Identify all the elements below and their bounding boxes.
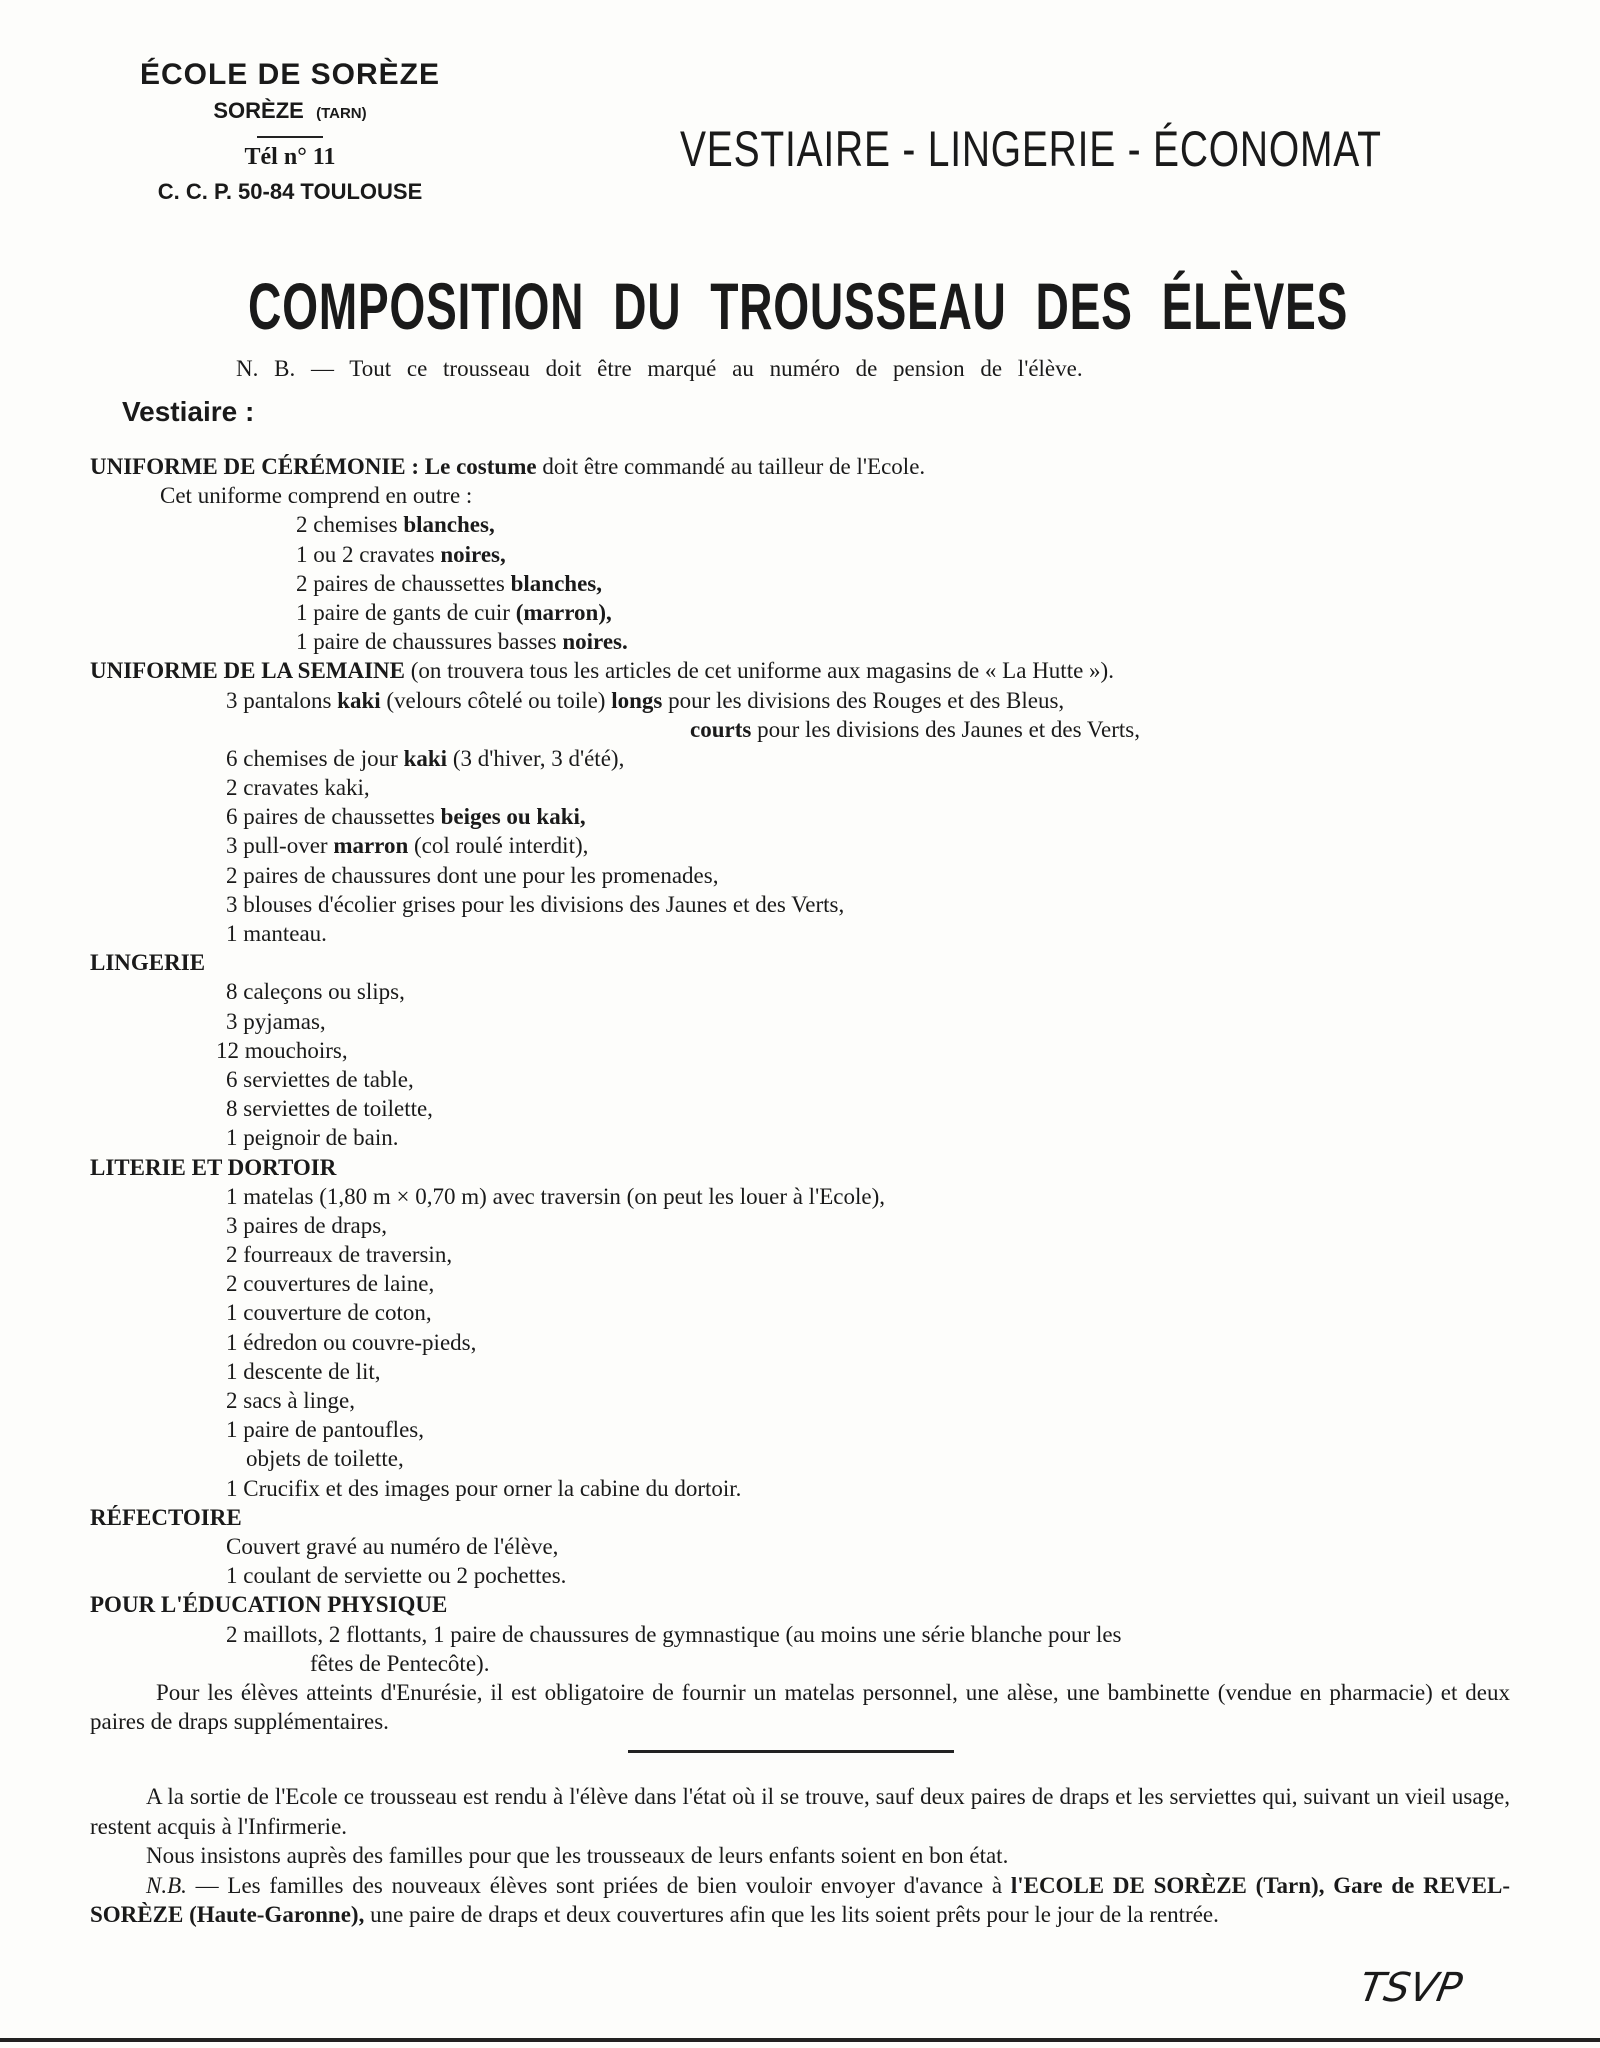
item-text: (col roulé interdit), — [414, 833, 589, 859]
section-lingerie: LINGERIE — [90, 950, 206, 976]
item-text: 1 ou 2 cravates — [296, 541, 435, 567]
section-ceremonie — [90, 452, 1510, 481]
list-item: 2 paires de chaussures dont une pour les promenades, — [226, 862, 719, 888]
item-text: 3 pull-over — [226, 833, 328, 859]
header-rule — [257, 136, 323, 138]
list-item — [90, 802, 1510, 831]
footer-notes — [90, 1782, 1510, 1930]
list-item: 3 pyjamas, — [226, 1008, 326, 1034]
region: (TARN) — [316, 105, 367, 122]
list-item: 12 mouchoirs, — [216, 1037, 348, 1063]
item-text: 3 pantalons — [226, 687, 332, 713]
list-item — [90, 627, 1510, 656]
list-item: 3 blouses d'écolier grises pour les divisions des Jaunes et des Verts, — [226, 891, 845, 917]
item-bold: blanches, — [510, 570, 602, 596]
list-item — [90, 744, 1510, 773]
item-bold: noires. — [562, 629, 628, 655]
marking-note: N. B. — Tout ce trousseau doit être marqué au numéro de pension de l'élève. — [236, 356, 1083, 381]
section-refectoire: RÉFECTOIRE — [90, 1504, 242, 1530]
list-item: 2 cravates kaki, — [226, 775, 370, 801]
list-item: 3 paires de draps, — [226, 1212, 387, 1238]
return-note: A la sortie de l'Ecole ce trousseau est rendu à l'élève dans l'état où il se trouve, sauf deux paires de draps et les serviettes qui, suivant un vieil usage, restent acquis à l'Infirmerie. — [90, 1784, 1510, 1839]
section-heading: UNIFORME DE CÉRÉMONIE : — [90, 454, 420, 479]
list-item — [90, 569, 1510, 598]
item-bold: blanches, — [403, 512, 495, 538]
enuresie-paragraph: Pour les élèves atteints d'Enurésie, il est obligatoire de fournir un matelas personnel, une alèse, une bambinette (vendue en pharmacie) et deux paires de draps supplémentaires. — [90, 1679, 1510, 1735]
list-item: 1 édredon ou couvre-pieds, — [226, 1329, 477, 1355]
item-bold: marron — [333, 833, 409, 859]
department-heading: VESTIAIRE - LINGERIE - ÉCONOMAT — [680, 121, 1382, 177]
item-text: 2 paires de chaussettes — [296, 570, 505, 596]
town-name: SORÈZE — [213, 98, 304, 123]
item-bold: courts — [690, 716, 752, 742]
trousseau-list — [90, 452, 1510, 1736]
list-item: 1 peignoir de bain. — [226, 1125, 399, 1151]
section-heading: UNIFORME DE LA SEMAINE — [90, 658, 406, 684]
section-divider — [628, 1750, 954, 1753]
item-bold: beiges ou kaki, — [440, 804, 586, 830]
section-literie: LITERIE ET DORTOIR — [90, 1154, 337, 1180]
telephone: Tél n° 11 — [244, 144, 336, 170]
list-item: 2 fourreaux de traversin, — [226, 1242, 453, 1268]
item-text: 1 paire de chaussures basses — [296, 629, 557, 655]
item-text: pour les divisions des Rouges et des Bleus, — [668, 687, 1065, 713]
list-item: 2 sacs à linge, — [226, 1388, 356, 1413]
list-item — [90, 715, 1510, 744]
item-text: 6 chemises de jour — [226, 745, 398, 771]
item-text: 2 chemises — [296, 512, 398, 538]
vestiaire-heading: Vestiaire : — [122, 396, 255, 427]
intro-text: (on trouvera tous les articles de cet uniforme aux magasins de « La Hutte »). — [410, 658, 1114, 684]
list-item — [90, 510, 1510, 539]
list-item: 1 descente de lit, — [226, 1358, 381, 1384]
handwritten-note: TSVP — [1355, 1965, 1466, 2011]
section-education-physique: POUR L'ÉDUCATION PHYSIQUE — [90, 1592, 448, 1618]
list-item: 2 couvertures de laine, — [226, 1271, 435, 1297]
item-text: 6 paires de chaussettes — [226, 804, 435, 830]
list-item: 2 maillots, 2 flottants, 1 paire de chaussures de gymnastique (au moins une série blanche pour les — [226, 1621, 1122, 1647]
note-address: l'ECOLE DE SORÈZE (Tarn), Gare de REVEL-SORÈZE (Haute-Garonne), — [90, 1872, 1511, 1927]
item-text: pour les divisions des Jaunes et des Verts, — [757, 716, 1140, 742]
item-bold: noires, — [440, 541, 506, 567]
section-semaine — [90, 656, 1510, 685]
list-item: 1 couverture de coton, — [226, 1300, 432, 1326]
list-item: 6 serviettes de table, — [226, 1066, 414, 1092]
item-bold: kaki — [403, 745, 448, 771]
shipping-note — [90, 1871, 1510, 1930]
document-title: COMPOSITION DU TROUSSEAU DES ÉLÈVES — [248, 269, 1349, 343]
page-bottom-rule — [0, 2038, 1600, 2042]
list-item — [90, 831, 1510, 860]
list-item-continued: fêtes de Pentecôte). — [310, 1650, 490, 1676]
list-item: 1 coulant de serviette ou 2 pochettes. — [226, 1563, 567, 1589]
list-item: 8 serviettes de toilette, — [226, 1096, 433, 1122]
item-bold: kaki — [337, 687, 381, 713]
note-text: une paire de draps et deux couvertures afin que les lits soient prêts pour le jour de la rentrée. — [370, 1902, 1219, 1927]
item-text: 1 paire de gants de cuir — [296, 599, 510, 625]
list-item — [90, 686, 1510, 715]
item-text: (3 d'hiver, 3 d'été), — [452, 745, 625, 771]
condition-note: Nous insistons auprès des familles pour que les trousseaux de leurs enfants soient en bon état. — [146, 1843, 1009, 1868]
school-letterhead — [100, 58, 480, 205]
list-item: 1 Crucifix et des images pour orner la cabine du dortoir. — [226, 1475, 742, 1501]
list-item — [90, 540, 1510, 569]
school-name: ÉCOLE DE SORÈZE — [139, 58, 441, 91]
list-item: Couvert gravé au numéro de l'élève, — [226, 1533, 559, 1559]
ceremonie-sub: Cet uniforme comprend en outre : — [160, 483, 473, 509]
postal-account: C. C. P. 50-84 TOULOUSE — [157, 179, 423, 204]
item-bold: (marron), — [515, 599, 612, 625]
list-item: 1 manteau. — [226, 921, 327, 946]
list-item — [90, 598, 1510, 627]
school-town — [100, 98, 480, 124]
intro-bold: Le costume — [424, 454, 537, 479]
list-item: 8 caleçons ou slips, — [226, 979, 405, 1005]
list-item: objets de toilette, — [246, 1446, 404, 1472]
intro-text: doit être commandé au tailleur de l'Ecole. — [542, 454, 926, 479]
note-text: — Les familles des nouveaux élèves sont priées de bien vouloir envoyer d'avance à — [195, 1872, 1003, 1898]
item-text: (velours côtelé ou toile) — [386, 687, 606, 713]
item-bold: longs — [611, 687, 663, 713]
list-item: 1 matelas (1,80 m × 0,70 m) avec traversin (on peut les louer à l'Ecole), — [226, 1183, 885, 1209]
nb-label: N.B. — [146, 1872, 187, 1898]
list-item: 1 paire de pantoufles, — [226, 1417, 424, 1443]
